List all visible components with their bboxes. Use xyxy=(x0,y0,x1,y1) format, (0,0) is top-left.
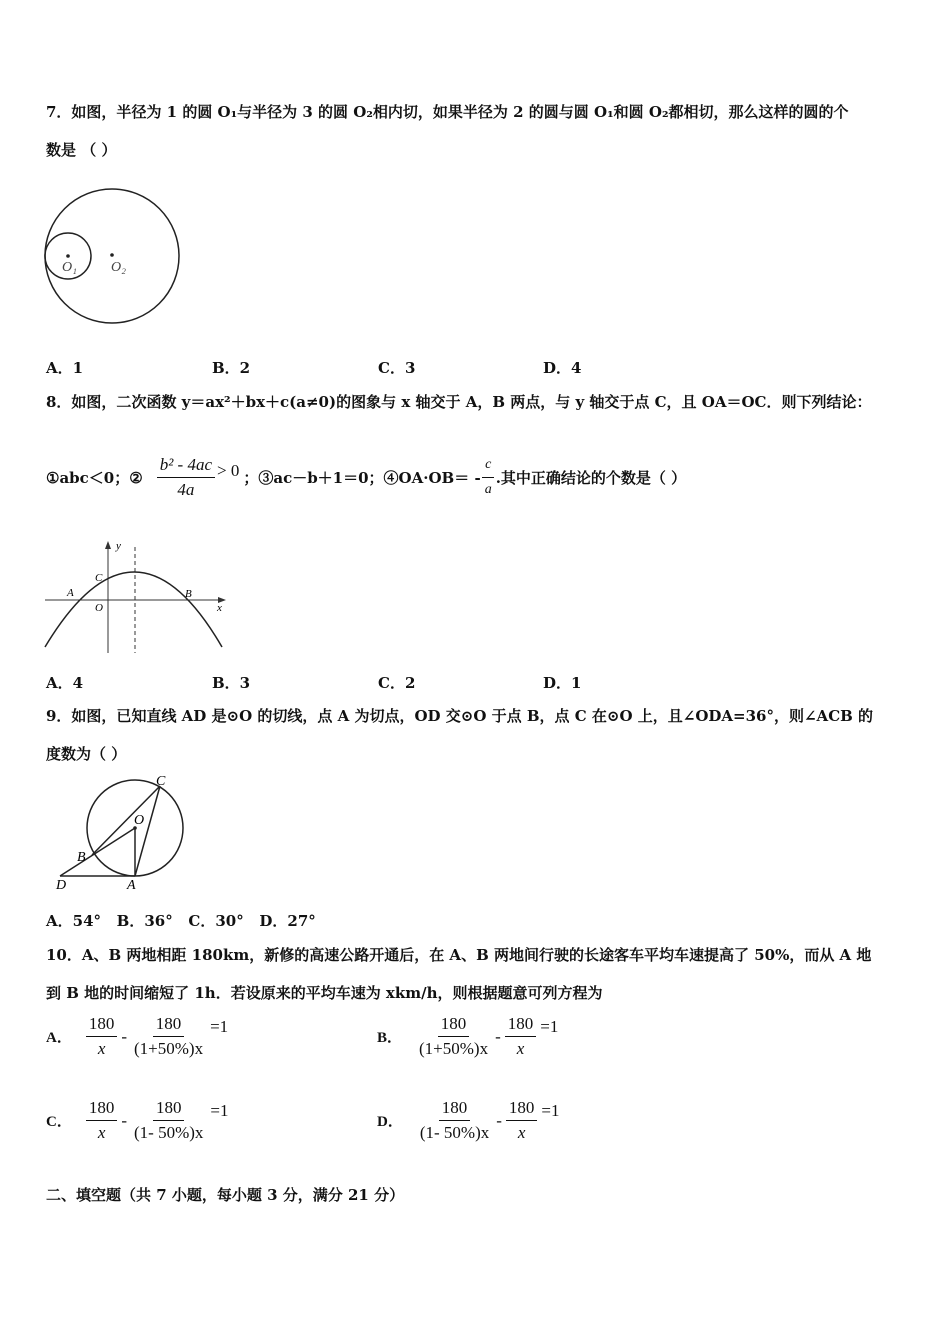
q8-figure xyxy=(40,535,240,660)
q9-stem-line1: 9．如图，已知直线 AD 是⊙O 的切线，点 A 为切点，OD 交⊙O 于点 B，点 C 在⊙O 上，且∠ODA=36°，则∠ACB 的 xyxy=(46,707,874,725)
center-o2 xyxy=(110,253,114,257)
q10-a-operator: - xyxy=(121,1026,128,1046)
y-axis-arrow xyxy=(105,541,111,549)
q10-b-frac-2 xyxy=(505,1014,537,1059)
label-b: B xyxy=(185,588,192,600)
q8-conclusions xyxy=(46,455,686,500)
q10-option-d-label: D． xyxy=(377,1114,403,1130)
q10-c-frac-2 xyxy=(131,1098,206,1143)
section-2-heading: 二、填空题（共 7 小题，每小题 3 分，满分 21 分） xyxy=(46,1186,405,1204)
q8-option-d[interactable]: D．1 xyxy=(543,674,582,692)
label-y: y xyxy=(116,540,121,552)
q10-d-frac-1-num: 180 xyxy=(439,1098,471,1121)
label-a: A xyxy=(127,878,136,893)
q10-b-frac-1-den: (1+50%)x xyxy=(419,1039,489,1058)
q10-option-b[interactable] xyxy=(377,1014,558,1059)
label-c: C xyxy=(156,774,166,789)
q10-a-frac-2 xyxy=(131,1014,206,1059)
q10-c-frac-1-num: 180 xyxy=(86,1098,118,1121)
center-o1 xyxy=(66,254,70,258)
q8-option-a[interactable]: A．4 xyxy=(46,674,84,692)
q10-stem-line2: 到 B 地的时间缩短了 1h．若设原来的平均车速为 xkm/h，则根据题意可列方程为 xyxy=(46,984,603,1002)
q10-option-d[interactable] xyxy=(377,1098,560,1143)
q8-fraction-1-tail: > 0 xyxy=(217,460,240,480)
q7-stem-line2: 数是 （ ） xyxy=(46,141,117,159)
q10-option-a-label: A． xyxy=(46,1030,72,1046)
q10-b-frac-2-den: x xyxy=(516,1039,525,1058)
label-o: O xyxy=(95,602,103,614)
q8-option-b[interactable]: B．3 xyxy=(212,674,251,692)
parabola xyxy=(45,572,222,647)
q10-a-frac-2-num: 180 xyxy=(153,1014,185,1037)
q10-option-c[interactable] xyxy=(46,1098,229,1143)
q10-b-frac-1-num: 180 xyxy=(438,1014,470,1037)
q10-b-operator: - xyxy=(495,1026,501,1046)
q10-c-operator: - xyxy=(121,1110,128,1130)
q8-conclusion-3: .其中正确结论的个数是（ ） xyxy=(495,469,687,487)
q8-stem-line1: 8．如图，二次函数 y＝ax²＋bx＋c(a≠0)的图象与 x 轴交于 A，B 两点，与 y 轴交于点 C，且 OA＝OC．则下列结论： xyxy=(46,393,872,411)
q10-option-a[interactable] xyxy=(46,1014,228,1059)
q7-option-b[interactable]: B．2 xyxy=(212,359,251,377)
q8-option-c[interactable]: C．2 xyxy=(378,674,416,692)
q10-b-rhs: =1 xyxy=(540,1016,559,1036)
q9-stem-line2: 度数为（ ） xyxy=(46,745,127,763)
q10-option-b-label: B． xyxy=(377,1030,403,1046)
q8-fraction-2-num: c xyxy=(482,455,494,478)
q8-fraction-2 xyxy=(482,455,495,500)
q9-figure xyxy=(50,772,190,897)
q10-d-frac-2-den: x xyxy=(517,1123,526,1142)
q10-a-frac-2-den: (1+50%)x xyxy=(134,1039,204,1058)
q7-stem-line1: 7．如图，半径为 1 的圆 O₁与半径为 3 的圆 O₂相内切，如果半径为 2 的圆与圆 O₁和圆 O₂都相切，那么这样的圆的个 xyxy=(46,103,849,121)
q7-figure xyxy=(40,185,185,330)
q10-b-frac-2-num: 180 xyxy=(505,1014,537,1037)
q8-fraction-1 xyxy=(157,455,215,500)
q10-c-frac-2-den: (1- 50%)x xyxy=(134,1123,204,1142)
q10-a-rhs: =1 xyxy=(210,1016,229,1036)
q7-option-c[interactable]: C．3 xyxy=(378,359,416,377)
label-o2: O₂ xyxy=(111,260,126,275)
label-x: x xyxy=(217,602,222,614)
q10-a-frac-1-den: x xyxy=(97,1039,106,1058)
q10-a-frac-1-num: 180 xyxy=(86,1014,118,1037)
q8-fraction-2-den: a xyxy=(484,482,492,497)
label-c: C xyxy=(95,572,103,584)
q8-conclusion-1: ①abc＜0；② xyxy=(46,469,143,487)
q10-d-frac-1 xyxy=(417,1098,492,1143)
q10-b-frac-1 xyxy=(416,1014,491,1059)
q10-a-frac-1 xyxy=(86,1014,118,1059)
q8-fraction-1-num: b² - 4ac xyxy=(157,455,215,478)
q10-c-frac-1-den: x xyxy=(97,1123,106,1142)
q10-stem-line1: 10．A、B 两地相距 180km，新修的高速公路开通后，在 A、B 两地间行驶的长途客车平均车速提高了 50%，而从 A 地 xyxy=(46,946,872,964)
label-a: A xyxy=(67,587,74,599)
q10-option-c-label: C． xyxy=(46,1114,72,1130)
q10-d-frac-1-den: (1- 50%)x xyxy=(419,1123,490,1142)
q10-c-frac-1 xyxy=(86,1098,118,1143)
q8-conclusion-2: ；③ac－b＋1＝0；④OA·OB＝ - xyxy=(243,469,481,487)
q10-c-frac-2-num: 180 xyxy=(153,1098,185,1121)
q10-d-rhs: =1 xyxy=(541,1100,560,1120)
q10-d-operator: - xyxy=(496,1110,502,1130)
label-o: O xyxy=(134,813,145,828)
q7-option-a[interactable]: A．1 xyxy=(46,359,84,377)
label-b: B xyxy=(77,850,86,865)
segment-od xyxy=(60,828,135,876)
q10-c-rhs: =1 xyxy=(210,1100,229,1120)
label-o1: O₁ xyxy=(62,260,77,275)
q10-d-frac-2 xyxy=(506,1098,538,1143)
q8-fraction-1-den: 4a xyxy=(177,480,195,499)
q7-option-d[interactable]: D．4 xyxy=(543,359,582,377)
q10-d-frac-2-num: 180 xyxy=(506,1098,538,1121)
q9-options[interactable]: A．54° B．36° C．30° D．27° xyxy=(46,912,316,930)
label-d: D xyxy=(56,878,67,893)
